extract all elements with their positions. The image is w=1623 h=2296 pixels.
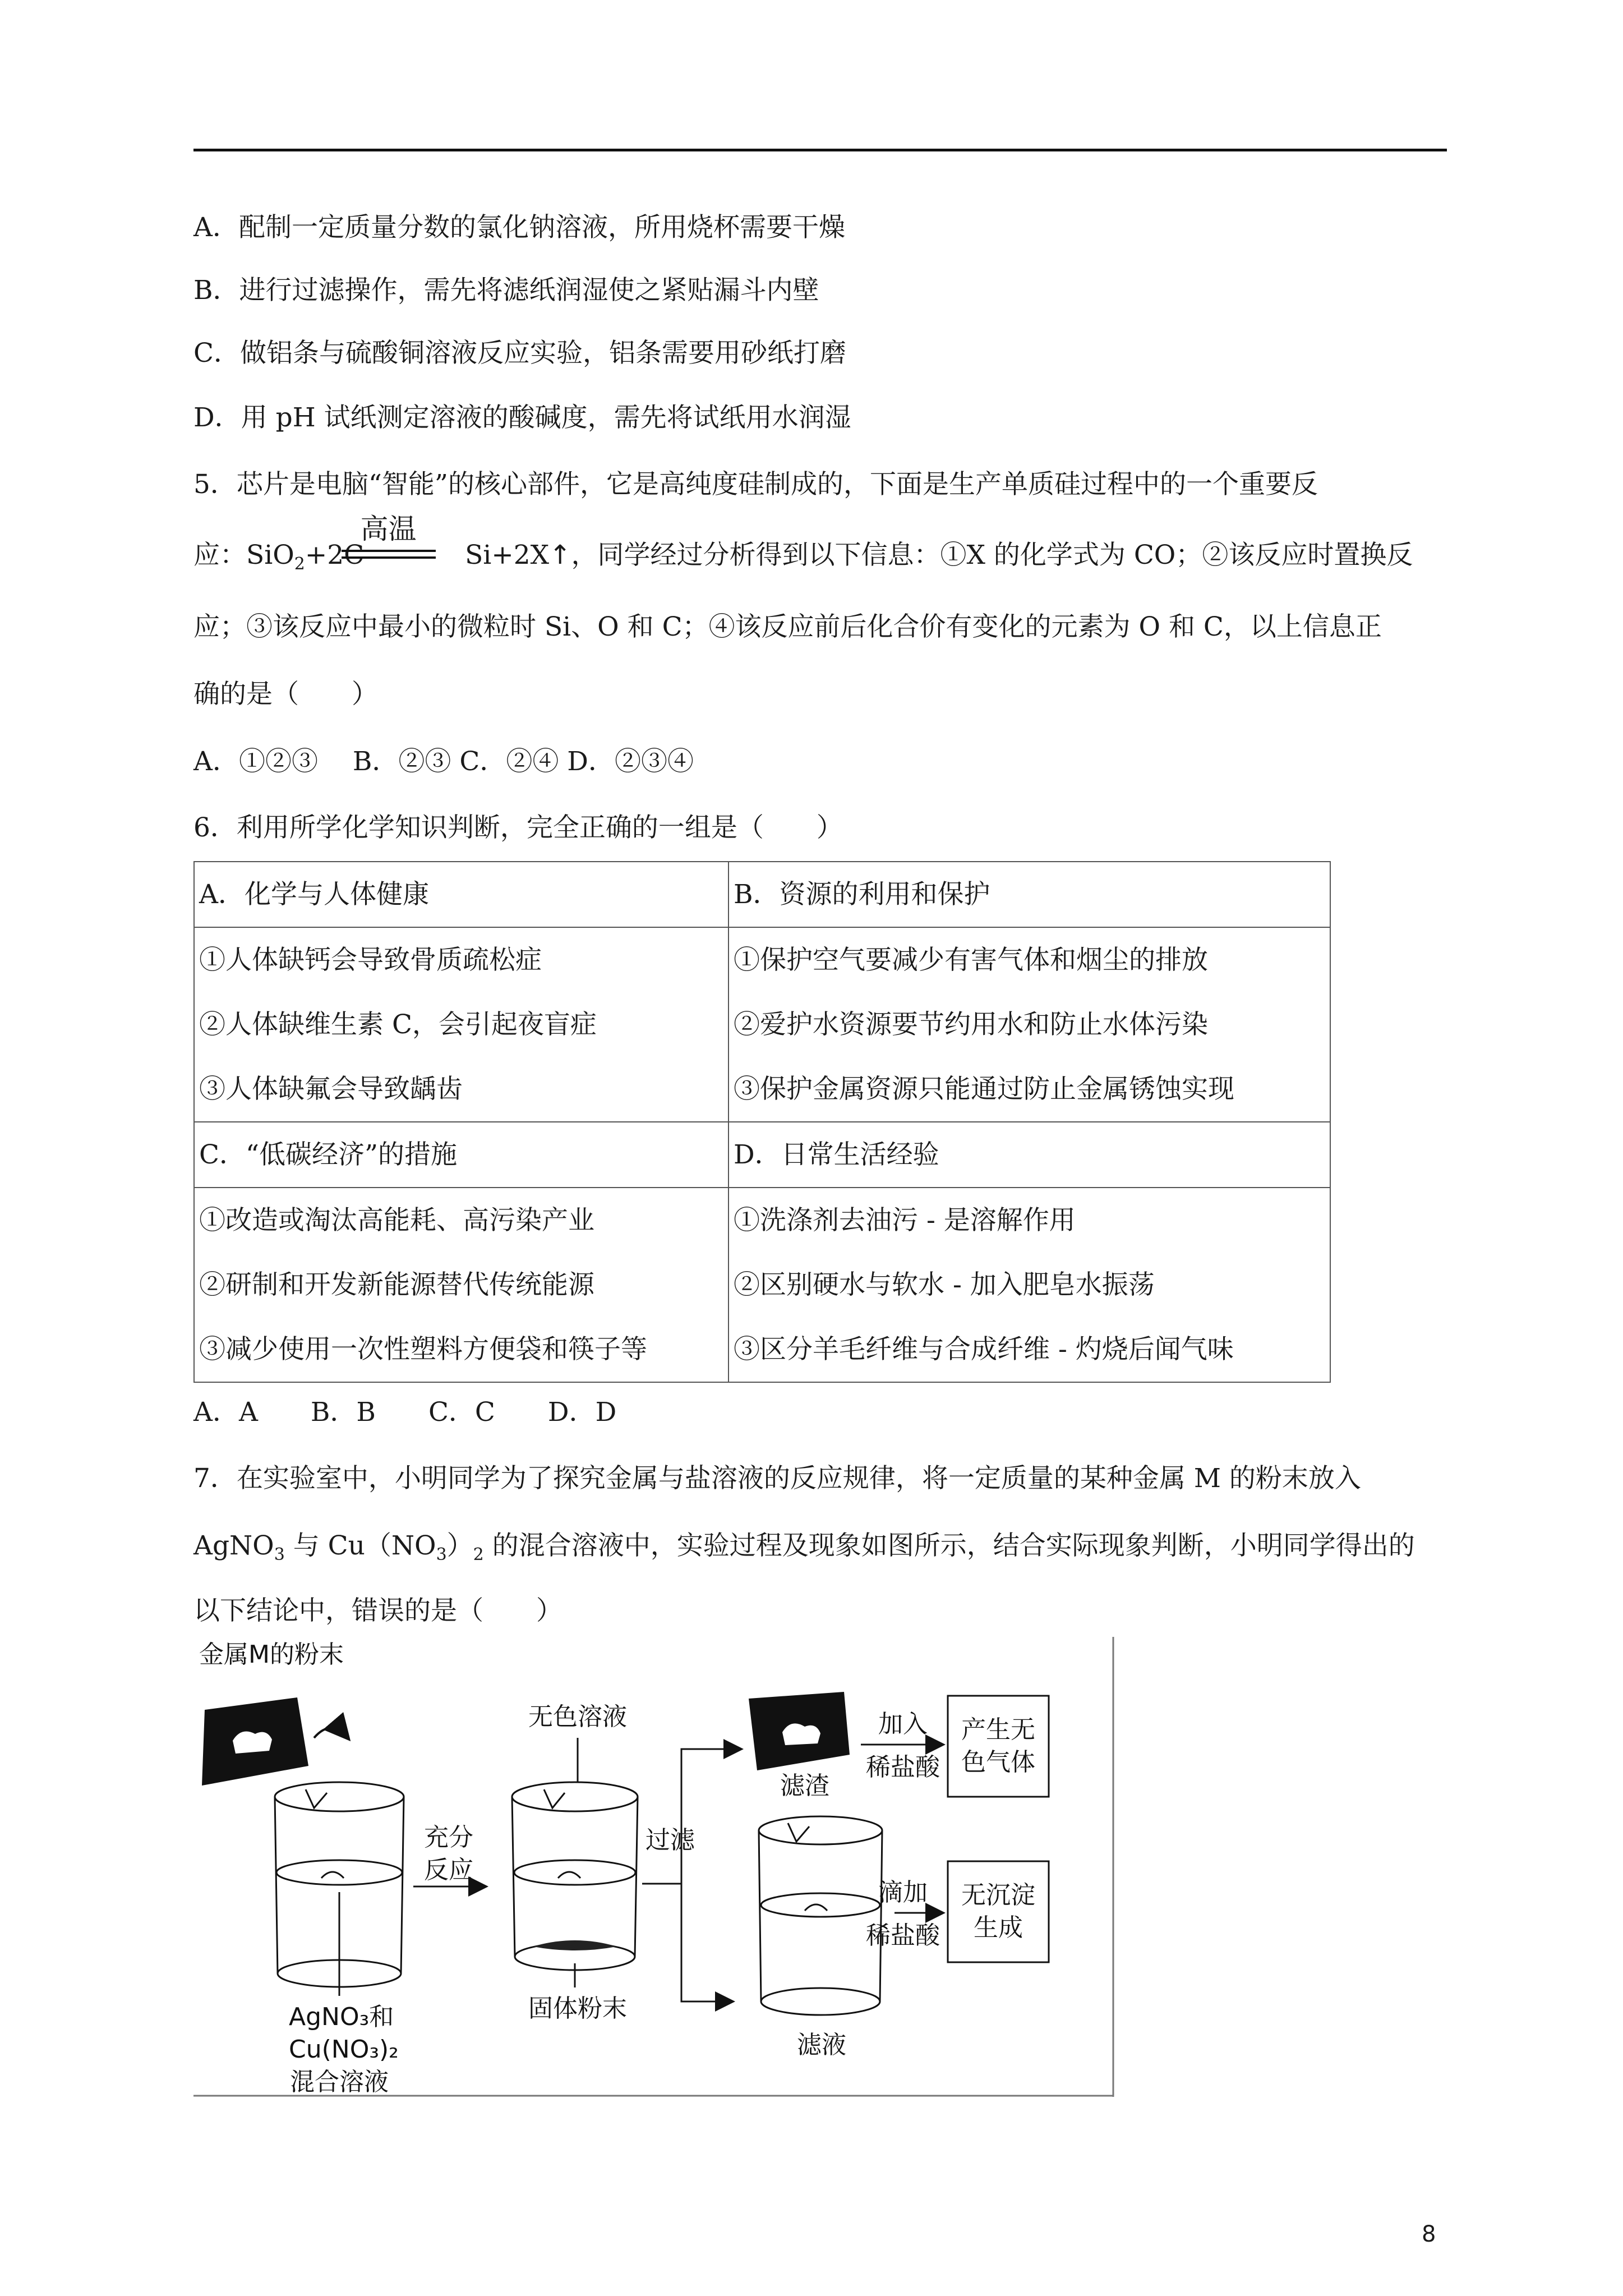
cell-c-item-1: ①改造或淘汰高能耗、高污染产业 [199,1205,594,1236]
cell-a-items [194,927,728,1122]
react-label-1: 充分 [424,1823,473,1852]
cell-a-item-1: ①人体缺钙会导致骨质疏松症 [199,945,542,976]
equals-bar-bottom [342,556,436,559]
reagent-label-3: 混合溶液 [290,2068,389,2096]
q6-options-table [193,861,1331,1383]
cell-d-item-1: ①洗涤剂去油污 - 是溶解作用 [734,1205,1076,1236]
cell-c-item-2: ②研制和开发新能源替代传统能源 [199,1269,594,1300]
up-arrow-icon: ↑ [549,540,571,570]
q5-stem-line2-rest: ，同学经过分析得到以下信息：①X 的化学式为 CO；②该反应时置换反 [571,540,1413,570]
q4-option-b: B．进行过滤操作，需先将滤纸润湿使之紧贴漏斗内壁 [193,275,819,306]
close-paren: ） [446,1530,473,1561]
react-label-2: 反应 [424,1856,473,1884]
cell-b-item-3: ③保护金属资源只能通过防止金属锈蚀实现 [734,1074,1234,1105]
solid-powder-label: 固体粉末 [528,1994,627,2023]
q5-stem-line3: 应；③该反应中最小的微粒时 Si、O 和 C；④该反应前后化合价有变化的元素为 O 和 C，以上信息正 [193,611,1382,642]
q7-stem-line2 [193,1529,1415,1563]
filter-arrow-down-icon [681,1884,732,2001]
sub-3b: 3 [436,1545,447,1565]
cell-c-title: C．“低碳经济”的措施 [194,1122,728,1188]
cell-d-title: D．日常生活经验 [728,1122,1330,1188]
q5-stem-line1: 5．芯片是电脑“智能”的核心部件，它是高纯度硅制成的，下面是生产单质硅过程中的一个重要反 [193,469,1318,500]
cell-c-items [194,1188,728,1382]
q5-reactant-sio: 应：SiO [193,540,294,570]
header-rule [193,149,1447,151]
filter-label: 过滤 [645,1826,695,1855]
sub-3: 3 [274,1545,285,1565]
q7-stem-line1: 7．在实验室中，小明同学为了探究金属与盐溶液的反应规律，将一定质量的某种金属 M 的粉末放入 [193,1463,1361,1494]
colorless-solution-label: 无色溶液 [528,1703,627,1731]
cell-a-title: A．化学与人体健康 [194,862,728,927]
formula-cuno: 与 Cu（NO [284,1530,436,1561]
residue-icon [782,1723,820,1745]
sub-2b: 2 [473,1545,484,1565]
reagent-label-2: Cu(NO₃)₂ [289,2035,399,2064]
cell-d-item-3: ③区分羊毛纤维与合成纤维 - 灼烧后闻气味 [734,1334,1234,1365]
q5-stem-line4: 确的是（ ） [193,679,378,710]
cell-b-items [728,927,1330,1122]
pour-arrow-icon [314,1728,348,1738]
drop-label-2: 稀盐酸 [866,1921,940,1950]
cell-b-title: B．资源的利用和保护 [728,862,1330,927]
filter-arrow-up-icon [642,1749,740,1884]
q4-option-d: D．用 pH 试纸测定溶液的酸碱度，需先将试纸用水润湿 [193,402,851,433]
q5-product: Si+2X [465,540,550,570]
q6-stem: 6．利用所学化学知识判断，完全正确的一组是（ ） [193,812,843,843]
beaker-1-icon [275,1782,404,1996]
residue-label: 滤渣 [780,1772,829,1800]
powder-icon [233,1732,272,1754]
drop-label-1: 滴加 [878,1878,928,1907]
beaker-3-icon [759,1816,882,2015]
cell-b-item-2: ②爱护水资源要节约用水和防止水体污染 [734,1009,1208,1040]
reagent-label-1: AgNO₃和 [289,2003,394,2031]
reaction-condition [339,512,437,573]
result-box-1 [948,1696,1049,1797]
beaker-2-icon [512,1738,638,1987]
formula-agno: AgNO [193,1530,274,1561]
result-box-2 [948,1861,1049,1962]
cell-d-item-2: ②区别硬水与软水 - 加入肥皂水振荡 [734,1269,1155,1300]
result-1-line-1: 产生无 [961,1715,1035,1744]
q5-reactant-c: +2C [305,540,365,570]
equals-bar-top [342,550,436,552]
experiment-diagram [193,1637,1116,2100]
q5-sub-2: 2 [294,554,305,574]
result-2-line-1: 无沉淀 [961,1881,1035,1910]
add-label-2: 稀盐酸 [866,1753,940,1782]
q4-option-a: A．配制一定质量分数的氯化钠溶液，所用烧杯需要干燥 [193,212,845,243]
condition-label: 高温 [360,513,417,545]
metal-powder-label: 金属M的粉末 [199,1640,344,1669]
filtrate-label: 滤液 [797,2031,846,2059]
cell-a-item-2: ②人体缺维生素 C，会引起夜盲症 [199,1009,597,1040]
add-label-1: 加入 [878,1710,928,1738]
q7-stem-line2-rest: 的混合溶液中，实验过程及现象如图所示，结合实际现象判断，小明同学得出的 [483,1530,1415,1561]
result-1-line-2: 色气体 [961,1748,1035,1777]
q4-option-c: C．做铝条与硫酸铜溶液反应实验，铝条需要用砂纸打磨 [193,338,846,369]
q5-options: A．①②③ B．②③ C．②④ D．②③④ [193,746,694,777]
page-number: 8 [1422,2221,1436,2247]
q7-stem-line3: 以下结论中，错误的是（ ） [193,1595,562,1626]
cell-a-item-3: ③人体缺氟会导致龋齿 [199,1074,463,1105]
result-2-line-2: 生成 [974,1913,1023,1942]
q6-options: A．A B．B C．C D．D [193,1397,617,1428]
cell-c-item-3: ③减少使用一次性塑料方便袋和筷子等 [199,1334,647,1365]
cell-d-items [728,1188,1330,1382]
cell-b-item-1: ①保护空气要减少有害气体和烟尘的排放 [734,945,1208,976]
